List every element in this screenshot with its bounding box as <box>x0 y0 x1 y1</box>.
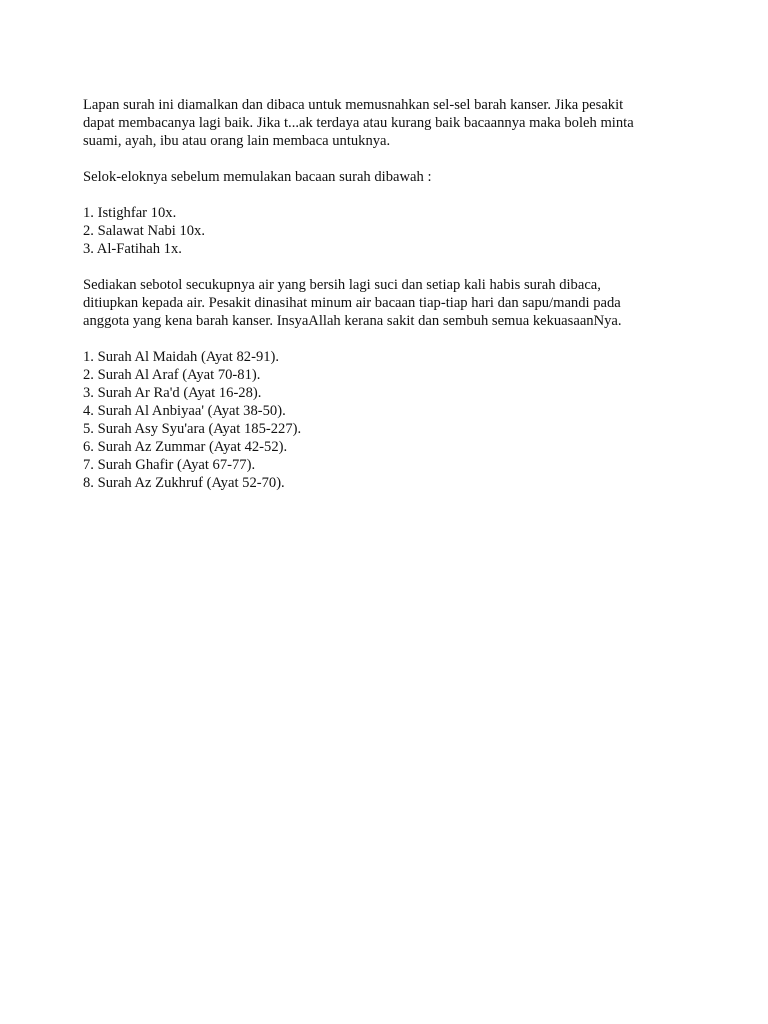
intro-line: dapat membacanya lagi baik. Jika t...ak terdaya atau kurang baik bacaannya maka boleh minta <box>83 115 634 131</box>
surah-list <box>83 348 723 492</box>
list-item: 4. Surah Al Anbiyaa' (Ayat 38-50). <box>83 403 286 419</box>
list-item: 1. Surah Al Maidah (Ayat 82-91). <box>83 349 280 365</box>
intro-line: suami, ayah, ibu atau orang lain membaca untuknya. <box>83 133 391 149</box>
list-item: 7. Surah Ghafir (Ayat 67-77). <box>83 457 256 473</box>
list-item: 1. Istighfar 10x. <box>83 205 177 221</box>
method-line: Sediakan sebotol secukupnya air yang bersih lagi suci dan setiap kali habis surah dibaca, <box>83 277 601 293</box>
list-item: 2. Salawat Nabi 10x. <box>83 223 205 239</box>
intro-paragraph <box>83 96 723 150</box>
list-item: 3. Al-Fatihah 1x. <box>83 241 182 257</box>
method-paragraph <box>83 276 723 330</box>
document-page <box>83 96 723 510</box>
list-item: 6. Surah Az Zummar (Ayat 42-52). <box>83 439 288 455</box>
list-item: 8. Surah Az Zukhruf (Ayat 52-70). <box>83 475 285 491</box>
instruction-paragraph <box>83 168 723 186</box>
list-item: 3. Surah Ar Ra'd (Ayat 16-28). <box>83 385 262 401</box>
list-item: 5. Surah Asy Syu'ara (Ayat 185-227). <box>83 421 302 437</box>
instruction-line: Selok-eloknya sebelum memulakan bacaan surah dibawah : <box>83 169 432 185</box>
method-line: anggota yang kena barah kanser. InsyaAllah kerana sakit dan sembuh semua kekuasaanNya. <box>83 313 622 329</box>
list-item: 2. Surah Al Araf (Ayat 70-81). <box>83 367 261 383</box>
intro-line: Lapan surah ini diamalkan dan dibaca untuk memusnahkan sel-sel barah kanser. Jika pesakit <box>83 97 624 113</box>
method-line: ditiupkan kepada air. Pesakit dinasihat minum air bacaan tiap-tiap hari dan sapu/mandi pada <box>83 295 621 311</box>
preliminary-list <box>83 204 723 258</box>
